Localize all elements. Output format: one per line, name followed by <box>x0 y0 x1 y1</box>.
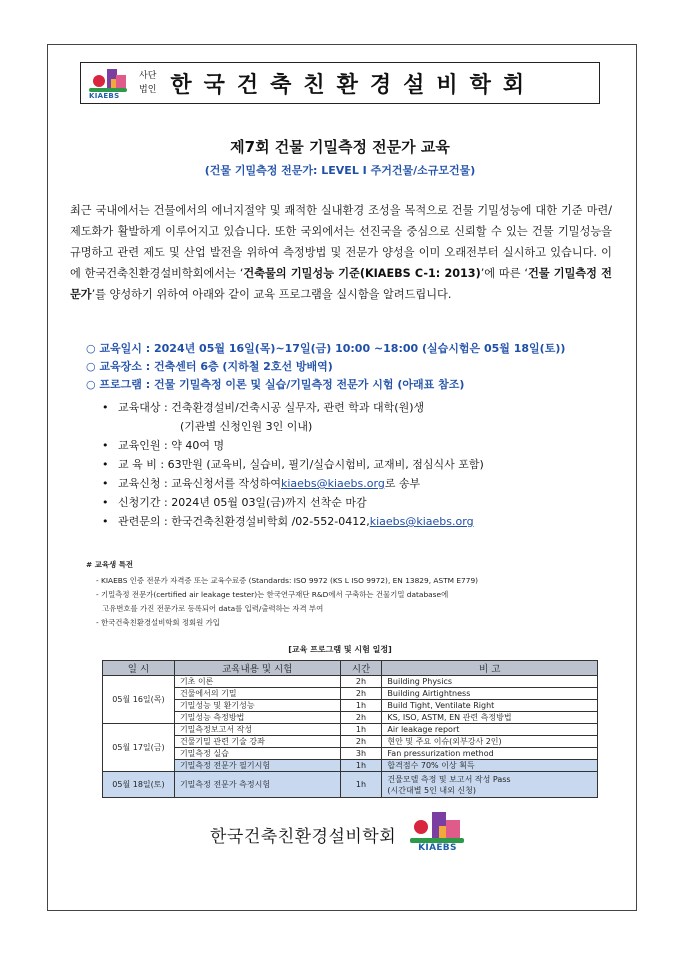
kiaebs-logo: KIAEBS <box>87 65 131 101</box>
detail-apply: • 교육신청 : 교육신청서를 작성하여 kiaebs@kiaebs.org 로 송부 <box>102 474 622 493</box>
benefits <box>86 558 626 630</box>
date-cell: 05월 16일(목) <box>103 676 175 724</box>
table-row: 건물기밀 관련 기술 강좌 2h 현안 및 주요 이슈(외부강사 2인) <box>103 736 598 748</box>
table-row: 05월 16일(목) 기초 이론 2h Building Physics <box>103 676 598 688</box>
col-header: 교육내용 및 시험 <box>174 661 340 676</box>
benefit-item: - 기밀측정 전문가(certified air leakage tester)는 한국연구재단 R&D에서 구축하는 건물기밀 database에 <box>96 590 449 599</box>
detail-contact: • 관련문의 : 한국건축친환경설비학회 /02-552-0412, kiaebs@kiaebs.org <box>102 512 622 531</box>
benefits-heading: # 교육생 특전 <box>86 560 134 569</box>
detail-capacity: • 교육인원 : 약 40여 명 <box>102 439 225 452</box>
table-row: 05월 17일(금) 기밀측정보고서 작성 1h Air leakage report <box>103 724 598 736</box>
table-header-row <box>103 661 598 676</box>
detail-fee: • 교 육 비 : 63만원 (교육비, 실습비, 필기/실습시험비, 교재비, 점심식사 포함) <box>102 458 484 471</box>
kiaebs-logo: KIAEBS <box>410 810 470 858</box>
page-subtitle: (건물 기밀측정 전문가: LEVEL Ⅰ 주거건물/소규모건물) <box>204 164 476 177</box>
table-row: 기밀성능 측정방법 2h KS, ISO, ASTM, EN 관련 측정방법 <box>103 712 598 724</box>
detail-period: • 신청기간 : 2024년 05월 03일(금)까지 선착순 마감 <box>102 496 367 509</box>
date-cell: 05월 18일(토) <box>103 772 175 798</box>
benefit-item: - 한국건축친환경설비학회 정회원 가입 <box>96 618 220 627</box>
date-cell: 05월 17일(금) <box>103 724 175 772</box>
key-info <box>86 340 626 394</box>
footer <box>210 810 470 858</box>
info-place: ○ 교육장소 : 건축센터 6층 (지하철 2호선 방배역) <box>86 360 333 373</box>
table-row-highlighted: 05월 18일(토) 기밀측정 전문가 측정시험 1h 건물모델 측정 및 보고서 작성 Pass (시간대별 5인 내외 신청) <box>103 772 598 798</box>
col-header: 일 시 <box>103 661 175 676</box>
schedule-table <box>102 660 598 798</box>
detail-target-note: (기관별 신청인원 3인 이내) <box>180 420 313 433</box>
intro-paragraph: 최근 국내에서는 건물에서의 에너지절약 및 쾌적한 실내환경 조성을 목적으로 건물 기밀성능에 대한 기준 마련/제도화가 활발하게 이루어지고 있습니다. 또한 국외에서는 선진국을 중심으로 신뢰할 수 있는 건물 기밀성능을 규명하고 관련 제도 및 산업 발전을 위하여 측정방법 및 전문가 양성을 이미 오래전부터 실시하고 있습니다. 이에 한국건축친환경설비학회에서는 ‘건축물의 기밀성능 기준(KIAEBS C-1: 2013)’에 따른 ‘건물 기밀측정 전문가’를 양성하기 위하여 아래와 같이 교육 프로그램을 실시함을 알려드립니다. <box>70 204 612 301</box>
contact-email-link[interactable]: kiaebs@kiaebs.org <box>369 515 474 528</box>
col-header: 비 고 <box>382 661 598 676</box>
benefit-item-cont: 고유번호를 가진 전문가로 등록되어 data를 입력/출력하는 자격 부여 <box>102 604 324 613</box>
table-row: 건물에서의 기밀 2h Building Airtightness <box>103 688 598 700</box>
details-list <box>102 398 622 531</box>
detail-target: • 교육대상 : 건축환경설비/건축시공 실무자, 관련 학과 대학(원)생 <box>102 401 425 414</box>
org-header <box>80 62 600 104</box>
col-header: 시간 <box>340 661 382 676</box>
table-row: 기밀성능 및 환기성능 1h Build Tight, Ventilate Right <box>103 700 598 712</box>
org-name: 한국건축친환경설비학회 <box>170 72 537 98</box>
page-title: 제7회 건물 기밀측정 전문가 교육 <box>230 138 450 156</box>
table-title: [교육 프로그램 및 시험 일정] <box>288 645 392 654</box>
table-row: 기밀측정 실습 3h Fan pressurization method <box>103 748 598 760</box>
info-program: ○ 프로그램 : 건물 기밀측정 이론 및 실습/기밀측정 전문가 시험 (아래표 참조) <box>86 378 465 391</box>
apply-email-link[interactable]: kiaebs@kiaebs.org <box>280 477 385 490</box>
table-row-highlighted: 기밀측정 전문가 필기시험 1h 합격점수 70% 이상 획득 <box>103 760 598 772</box>
org-type: 사단 법인 <box>139 71 157 95</box>
benefit-item: - KIAEBS 인증 전문가 자격증 또는 교육수료증 (Standards: ISO 9972 (KS L ISO 9972), EN 13829, ASTM E779) <box>96 576 479 585</box>
info-date: ○ 교육일시 : 2024년 05월 16일(목)~17일(금) 10:00 ~18:00 (실습시험은 05월 18일(토)) <box>86 342 566 355</box>
footer-org-name: 한국건축친환경설비학회 <box>210 826 397 847</box>
